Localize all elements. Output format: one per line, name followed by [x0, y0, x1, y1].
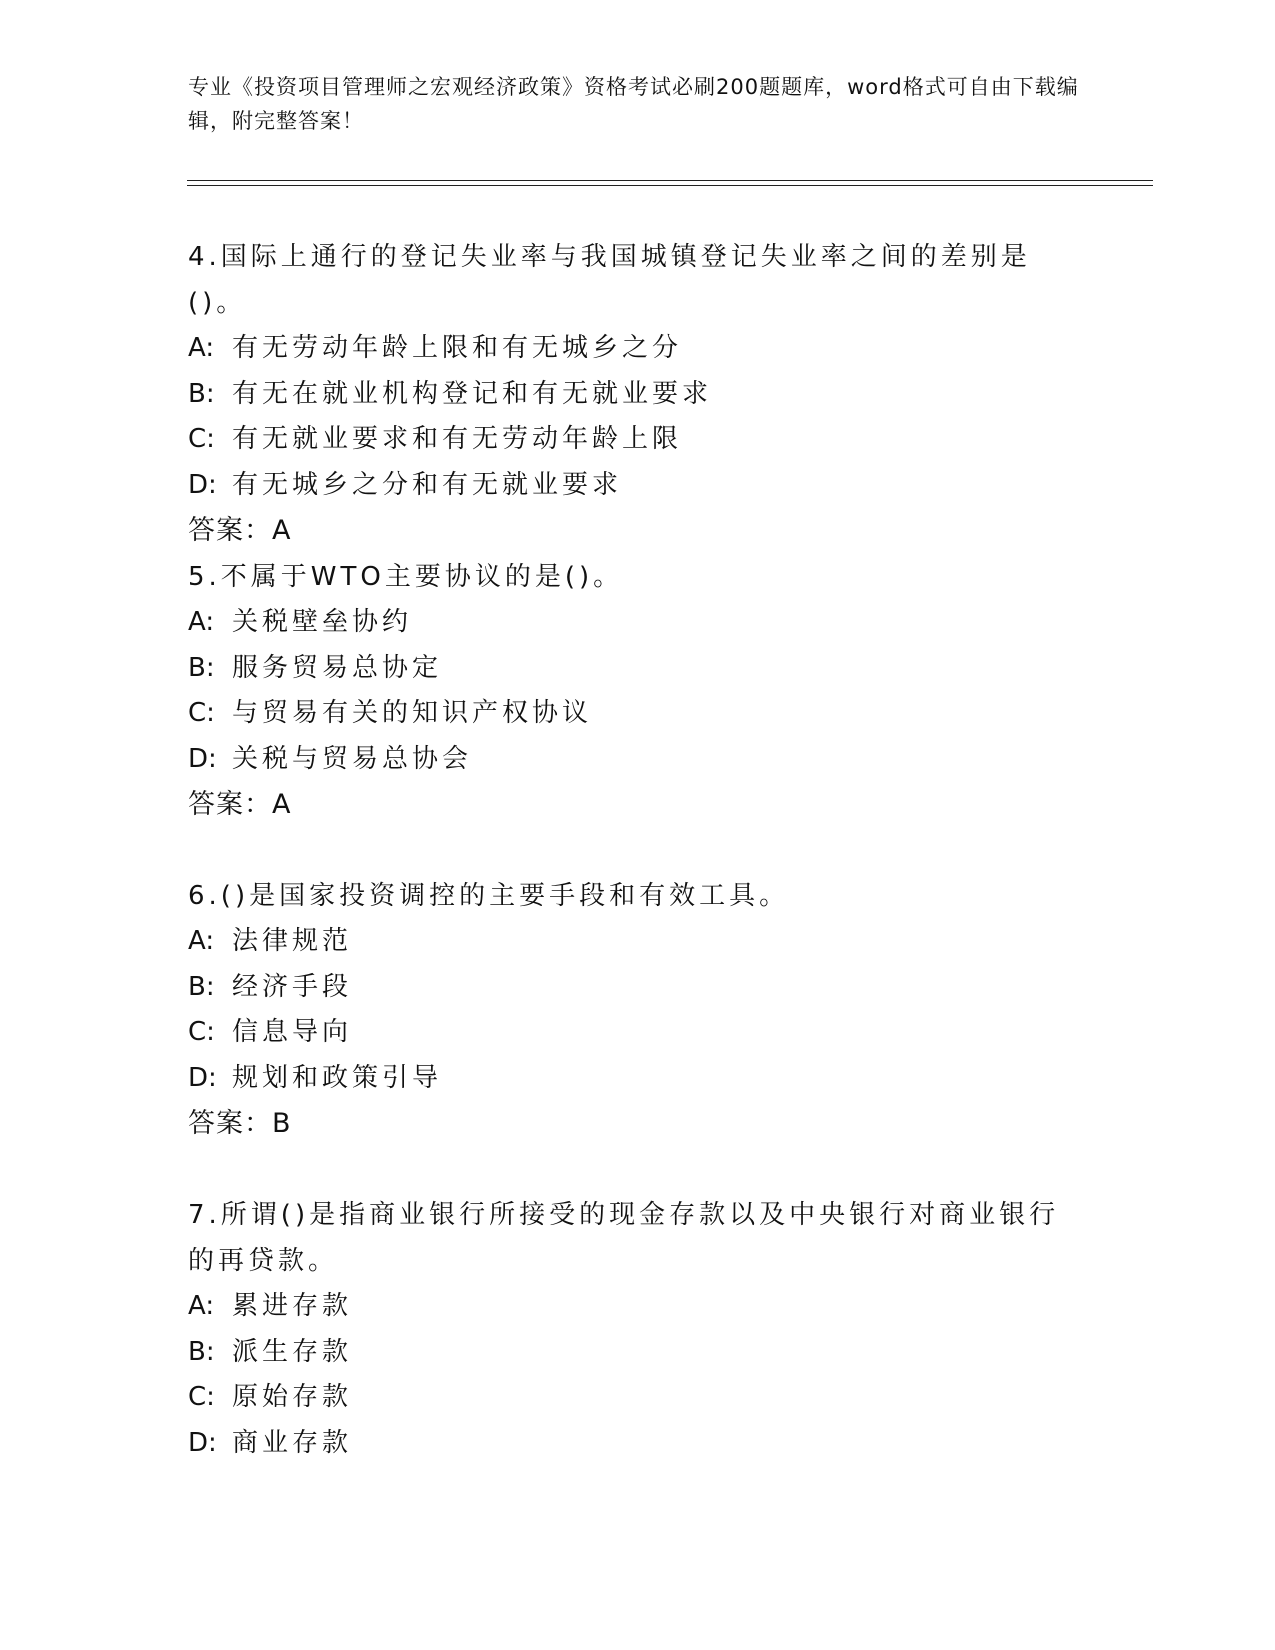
option-text: 与贸易有关的知识产权协议	[232, 698, 593, 728]
question-7	[188, 1192, 1088, 1466]
option-text: 法律规范	[232, 926, 353, 956]
option-b	[188, 965, 1088, 1011]
option-letter: A:	[188, 1291, 215, 1321]
option-text: 关税与贸易总协会	[232, 743, 473, 774]
option-c	[188, 417, 1088, 463]
option-b	[188, 646, 1088, 692]
option-letter: D:	[188, 469, 217, 500]
option-a	[188, 600, 1088, 646]
option-letter: B:	[188, 971, 215, 1002]
option-letter: C:	[188, 698, 215, 728]
option-a	[188, 326, 1088, 372]
question-text: 4.国际上通行的登记失业率与我国城镇登记失业率之间的差别是()。	[188, 242, 1031, 318]
option-text: 有无城乡之分和有无就业要求	[232, 469, 623, 500]
option-text: 原始存款	[232, 1382, 353, 1412]
option-a	[188, 1284, 1088, 1330]
answer: 答案：A	[188, 515, 292, 546]
option-d	[188, 737, 1088, 783]
option-letter: A:	[188, 333, 215, 363]
option-text: 有无劳动年龄上限和有无城乡之分	[232, 333, 683, 363]
option-c	[188, 1010, 1088, 1056]
option-c	[188, 691, 1088, 737]
question-text: 6.()是国家投资调控的主要手段和有效工具。	[188, 881, 790, 911]
option-text: 累进存款	[232, 1291, 353, 1321]
question-6	[188, 873, 1088, 1147]
question-4	[188, 234, 1088, 554]
option-letter: D:	[188, 1062, 217, 1093]
option-text: 商业存款	[232, 1427, 353, 1458]
option-letter: C:	[188, 1017, 215, 1047]
option-letter: A:	[188, 607, 215, 637]
option-text: 服务贸易总协定	[232, 652, 443, 683]
option-text: 信息导向	[232, 1017, 353, 1047]
header-divider-top	[187, 180, 1153, 181]
option-letter: C:	[188, 424, 215, 454]
option-letter: B:	[188, 652, 215, 683]
option-d	[188, 1056, 1088, 1102]
question-text: 5.不属于WTO主要协议的是()。	[188, 562, 624, 592]
header-title: 专业《投资项目管理师之宏观经济政策》资格考试必刷200题题库，word格式可自由下载编辑，附完整答案！	[188, 75, 1079, 133]
option-b	[188, 372, 1088, 418]
option-b	[188, 1330, 1088, 1376]
option-letter: D:	[188, 743, 217, 774]
header-divider-bottom	[187, 185, 1153, 186]
option-letter: C:	[188, 1382, 215, 1412]
option-letter: B:	[188, 1336, 215, 1367]
answer: 答案：A	[188, 789, 292, 820]
option-text: 派生存款	[232, 1336, 353, 1367]
option-c	[188, 1375, 1088, 1421]
option-letter: B:	[188, 378, 215, 409]
document-header	[188, 70, 1088, 138]
question-text: 7.所谓()是指商业银行所接受的现金存款以及中央银行对商业银行的再贷款。	[188, 1200, 1060, 1276]
option-a	[188, 919, 1088, 965]
answer: 答案：B	[188, 1108, 292, 1139]
option-text: 经济手段	[232, 971, 353, 1002]
question-5	[188, 554, 1088, 828]
option-text: 规划和政策引导	[232, 1062, 443, 1093]
option-d	[188, 463, 1088, 509]
option-text: 有无在就业机构登记和有无就业要求	[232, 378, 713, 409]
option-text: 关税壁垒协约	[232, 607, 413, 637]
option-d	[188, 1421, 1088, 1467]
option-text: 有无就业要求和有无劳动年龄上限	[232, 424, 683, 454]
option-letter: A:	[188, 926, 215, 956]
option-letter: D:	[188, 1427, 217, 1458]
